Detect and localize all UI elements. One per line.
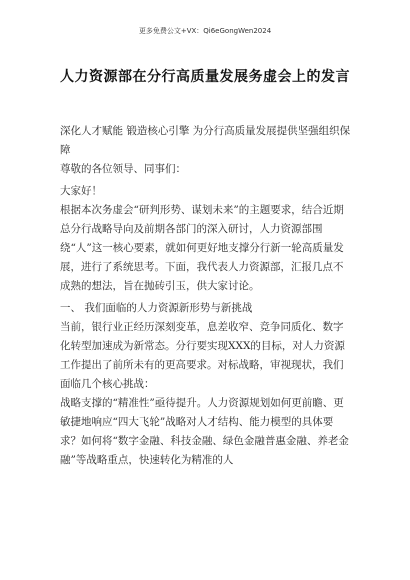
body-paragraph: 战略支撑的“精准性”亟待提升。人力资源规划如何更前瞻、更敏捷地响应“四大飞轮”战略对人才结构、能力模型的具体要求？如何将“数字金融、科技金融、绿色金融普惠金融、养老金融”等战略重点，快速转化为精准的人 <box>60 397 349 466</box>
salutation: 大家好！ <box>60 185 102 197</box>
document-body <box>60 122 352 470</box>
header-note: 更多免费公文+VX：Qi6eGongWen2024 <box>138 27 272 35</box>
intro-paragraph: 根据本次务虚会“研判形势、谋划未来”的主题要求，结合近期总分行战略导向及前期各部门的深入研讨，人力资源部围绕“人”这一核心要素，就如何更好地支撑分行新一轮高质量发展，进行了系统思考。下面，我代表人力资源部，汇报几点不成熟的想法，旨在抛砖引玉，供大家讨论。 <box>60 204 344 292</box>
subtitle: 深化人才赋能 锻造核心引擎 为分行高质量发展提供坚强组织保障 <box>60 125 351 156</box>
body-paragraph: 当前，银行业正经历深刻变革，息差收窄、竞争同质化、数字化转型加速成为新常态。分行要实现XXX的目标，对人力资源工作提出了前所未有的更高要求。对标战略，审视现状，我们面临几个核心挑战： <box>60 321 345 390</box>
document-title: 人力资源部在分行高质量发展务虚会上的发言 <box>60 69 350 85</box>
greeting: 尊敬的各位领导、同事们： <box>60 163 186 175</box>
section-heading: 一、 我们面临的人力资源新形势与新挑战 <box>60 302 253 314</box>
